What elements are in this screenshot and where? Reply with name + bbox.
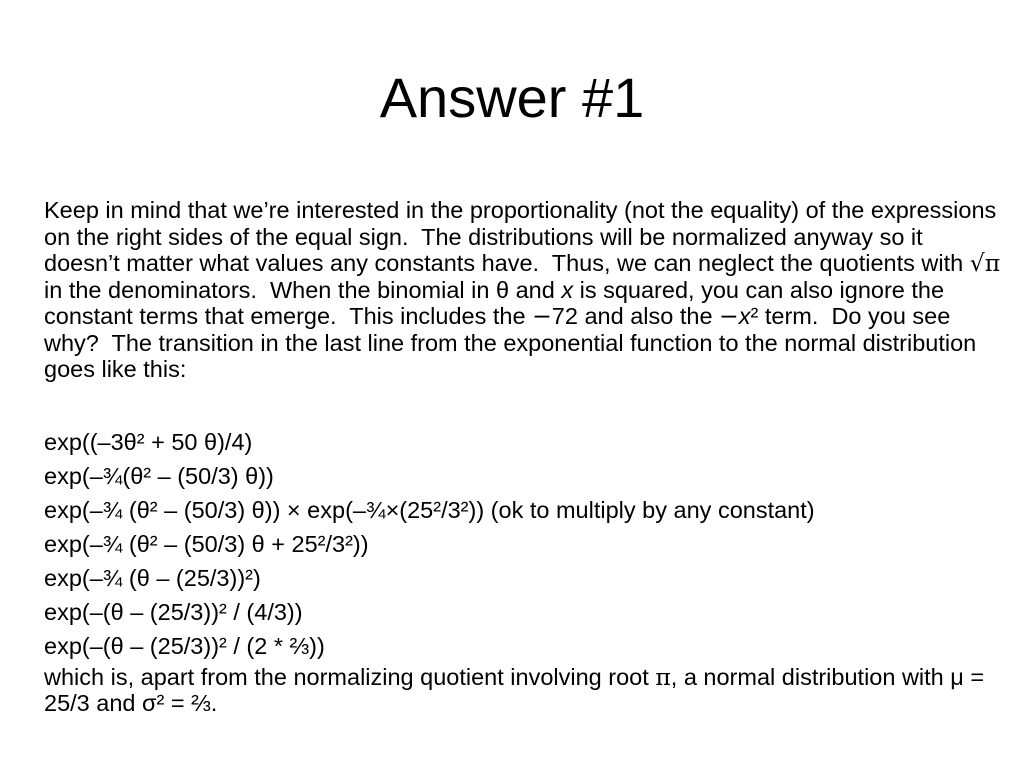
explanation-paragraph (44, 197, 1004, 389)
conclusion-text: which is, apart from the normalizing quotient involving root π, a normal distribution with μ = 25/3 and σ² = ⅔. (44, 663, 985, 716)
explanation-text: Keep in mind that we’re interested in the proportionality (not the equality) of the expressions on the right sides of the equal sign. The distributions will be normalized anyway so it doesn’t matter what values any constants have. Thus, we can neglect the quotients with √π in the denominators. When the binomial in θ and x is squared, you can also ignore the constant terms that emerge. This includes the −72 and also the −x² term. Do you see why? The transition in the last line from the exponential function to the normal distribution goes like this: (44, 197, 1001, 382)
slide-title: Answer #1 (379, 66, 645, 129)
derivation-step-3: exp(–¾ (θ² – (50/3) θ)) × exp(–¾×(25²/3²)) (ok to multiply by any constant) (44, 497, 815, 523)
derivation-step-2: exp(–¾(θ² – (50/3) θ)) (44, 463, 274, 489)
derivation-step-4: exp(–¾ (θ² – (50/3) θ + 25²/3²)) (44, 531, 369, 557)
derivation-step-7: exp(–(θ – (25/3))² / (2 * ⅔)) (44, 633, 325, 659)
derivation-step-1: exp((–3θ² + 50 θ)/4) (44, 429, 253, 455)
derivation-step-6: exp(–(θ – (25/3))² / (4/3)) (44, 599, 303, 625)
derivation-steps (44, 425, 1004, 663)
derivation-step-5: exp(–¾ (θ – (25/3))²) (44, 565, 261, 591)
